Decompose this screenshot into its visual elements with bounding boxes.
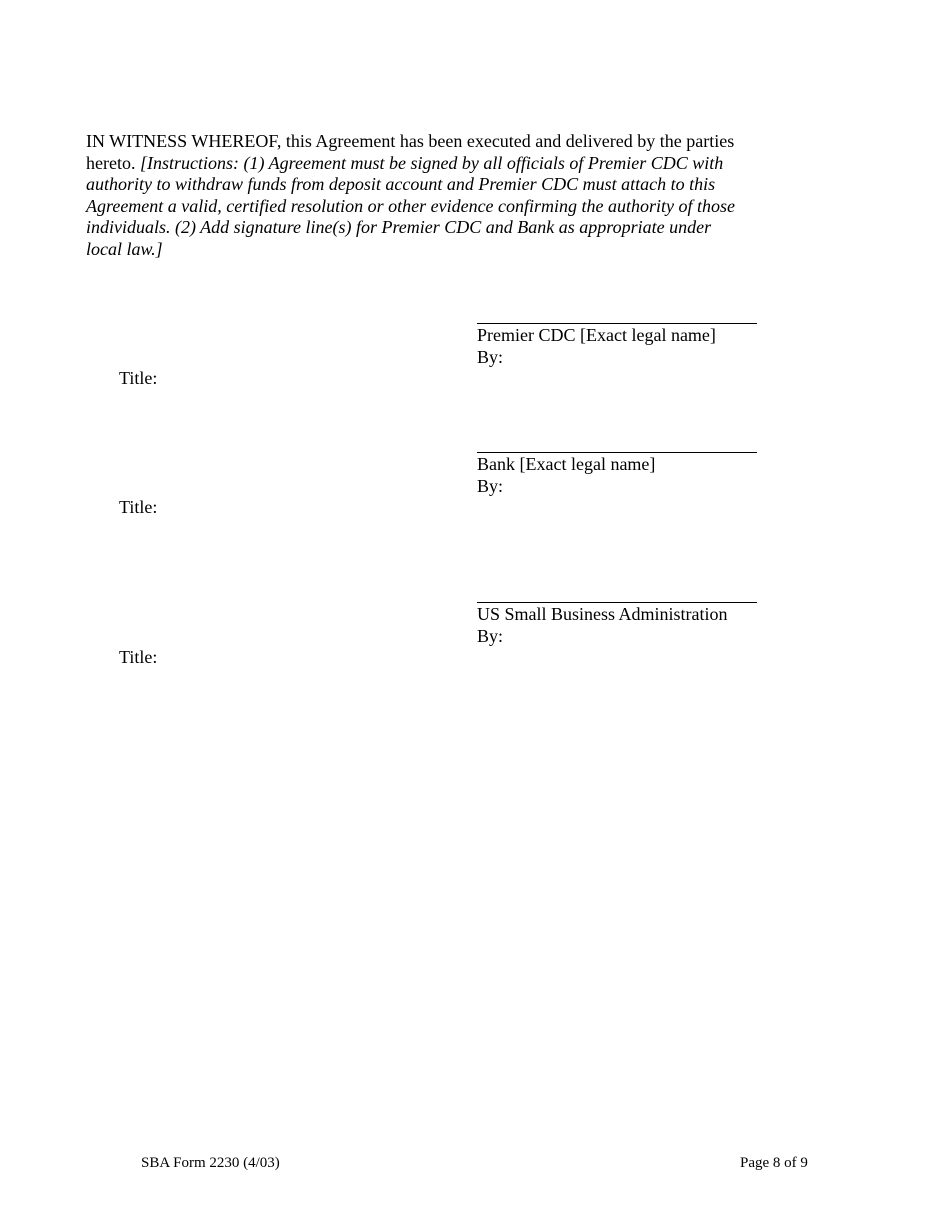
signature-by-label-sba: By: bbox=[477, 626, 504, 646]
form-number: SBA Form 2230 (4/03) bbox=[141, 1155, 280, 1171]
signature-title-label-bank: Title: bbox=[119, 497, 158, 517]
page-number: Page 8 of 9 bbox=[740, 1155, 808, 1171]
signature-line-sba[interactable] bbox=[477, 602, 757, 603]
signature-party-premier-cdc: Premier CDC [Exact legal name] bbox=[477, 325, 716, 345]
signature-party-bank: Bank [Exact legal name] bbox=[477, 454, 656, 474]
signature-title-label-premier-cdc: Title: bbox=[119, 368, 158, 388]
signature-by-label-bank: By: bbox=[477, 476, 504, 496]
signature-by-label-premier-cdc: By: bbox=[477, 347, 504, 367]
signing-instructions: [Instructions: (1) Agreement must be signed by all officials of Premier CDC with authority to withdraw funds from deposit account and Premier CDC must attach to this Agreement a valid, certified resolution or other evidence confirming the authority of those individuals. (2) Add signature line(s) for Premier CDC and Bank as appropriate under local law.] bbox=[86, 152, 736, 259]
signature-line-premier-cdc[interactable] bbox=[477, 323, 757, 324]
signature-title-label-sba: Title: bbox=[119, 647, 158, 667]
witness-statement: IN WITNESS WHEREOF, this Agreement has been executed and delivered by the parties hereto. bbox=[86, 131, 735, 173]
signature-party-sba: US Small Business Administration bbox=[477, 604, 728, 624]
signature-line-bank[interactable] bbox=[477, 452, 757, 453]
witness-paragraph bbox=[86, 131, 746, 260]
